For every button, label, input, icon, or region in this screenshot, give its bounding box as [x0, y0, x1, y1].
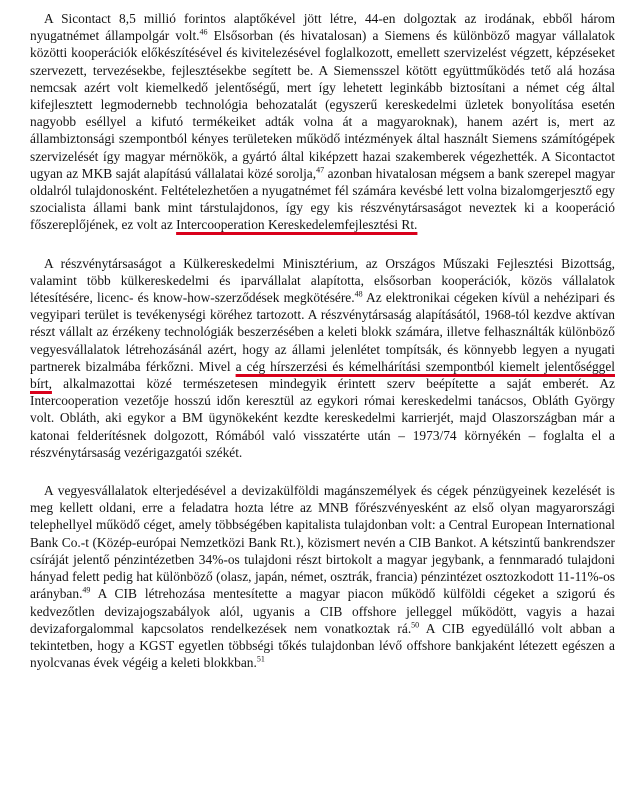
text-run: alkalmazottai közé természetesen mindegyik érintett szerv beépítette a saját emberét. Az Intercooperation vezetője hosszú időn keresztül az egykori római kereskedelmi tanácsos, Obláth György volt. Obláth, aki egykor a BM ügynökeként kezdte kereskedelmi karrierjét, majd Olaszországban már a katonai felderítésnek dolgozott, Rómából való visszatérte után – 1973/74 környékén – foglalta el a részvénytársaság vezérigazgatói székét. [30, 376, 615, 460]
text-run: A Sicontact 8,5 millió forintos alaptőkével jött létre, 44-en dolgoztak az irodának, ebből három nyugatnémet állampolgár volt. [30, 11, 615, 44]
highlighted-text-intelligence: a cég hírszerzési és kémelhárítási szempontból kiemelt jelentőséggel bírt, [30, 358, 615, 392]
paragraph-intercooperation [30, 255, 615, 461]
text-run: A CIB létrehozása mentesítette a magyar piacon működő külföldi cégeket a szigorú és kedvezőtlen devizajogszabályok alól, ugyanis a CIB offshore jelleggel működött, vagyis a hazai devizaforgalommal kapcsolatos rendelkezések nem vonatkoztak rá. [30, 586, 615, 636]
text-run: azonban hivatalosan mégsem a bank szerepel magyar oldalról tulajdonosként. Feltételezhetően a nyugatnémet fél számára kevésbé lett volna bizalomgerjesztő egy szocialista állami bank mint társtulajdonos, így egy kis részvénytársaságot neveztek ki a kooperáció főszereplőjének, ez volt az [30, 165, 615, 233]
text-run: Az elektronikai cégeken kívül a nehézipari és vegyipari terület is tevékenységi köréhez tartozott. A részvénytársaság alapításától, 1968-tól kezdve aktívan részt vállalt az érzékeny technológiák beszerzésében a keleti blokk számára, illetve felhasználták különböző vegyesvállalatok létrehozásánál azért, hogy az állami jelenlétet tompítsák, és könnyebb legyen a nyugati partnerek bizalmába férkőzni. Mivel [30, 290, 615, 374]
paragraph-cib [30, 482, 615, 671]
paragraph-sicontact [30, 10, 615, 234]
footnote-ref-46: 46 [199, 27, 208, 37]
highlighted-text-intercooperation: Intercooperation Kereskedelemfejlesztési Rt. [176, 217, 418, 233]
footnote-ref-48: 48 [354, 289, 363, 299]
footnote-ref-47: 47 [316, 165, 325, 175]
text-run: A vegyesvállalatok elterjedésével a devizakülföldi magánszemélyek és cégek pénzügyeinek kezelését is meg kellett oldani, erre a feladatra hozta létre az MNB főrészvényesként az első olyan magyarországi telephellyel működő céget, amely többségében kapitalista tulajdonban volt: a Central European International Bank Co.-t (Közép-európai Nemzetközi Bank Rt.), közismert nevén a CIB Bankot. A kétszintű bankrendszer csíráját jelentő pénzintézetben 34%-os tulajdoni részt birtokolt a magyar jegybank, a fennmaradó tulajdoni hányad felett pedig hat különböző (olasz, japán, német, osztrák, francia) pénzintézet osztozkodott 11-11%-os arányban. [30, 483, 615, 602]
footnote-ref-51: 51 [256, 654, 265, 664]
document-page [30, 10, 615, 692]
footnote-ref-49: 49 [82, 585, 91, 595]
text-run: Elsősorban (és hivatalosan) a Siemens és különböző magyar vállalatok közötti kooperációk előkészítésével és kivitelezésével foglalkozott, emellett szervizelést végzett, képzéseket szervezett, tervezésekbe, fejlesztésekbe segített be. A Siemensszel kötött együttműködés tető alá hozása nemcsak azért volt kiemelkedő jelentőségű, mert így lehetett leginkább biztosítani a német cég által kifejlesztett legmodernebb technológia behozatalát (egyszerű kereskedelmi üzletek bonyolítása esetén nagyobb eséllyel a kifutó termékeiket adták volna át a magyaroknak), hanem azért is, mert az állambiztonsági szempontból kényes területeken működő intézmények által használt Siemens számítógépek szervizelését így magyar mérnökök, a gyártó által kiképzett hazai szakemberek végezhették. A Sicontactot ugyan az MKB saját alapítású vállalatai közé sorolja, [30, 28, 615, 181]
text-run: A részvénytársaságot a Külkereskedelmi Minisztérium, az Országos Műszaki Fejlesztési Bizottság, valamint több külkereskedelmi és iparvállalat alapította, elsősorban kooperációk, közös vállalatok létesítésére, licenc- és know-how-szerződések megkötésére. [30, 255, 615, 306]
text-run: A CIB egyedülálló volt abban a tekintetben, hogy a KGST egyetlen többségi tőkés tulajdonban lévő offshore bankjaként létezett egészen a nyolcvanas évek végéig a keleti blokkban. [30, 620, 615, 671]
footnote-ref-50: 50 [411, 620, 420, 630]
